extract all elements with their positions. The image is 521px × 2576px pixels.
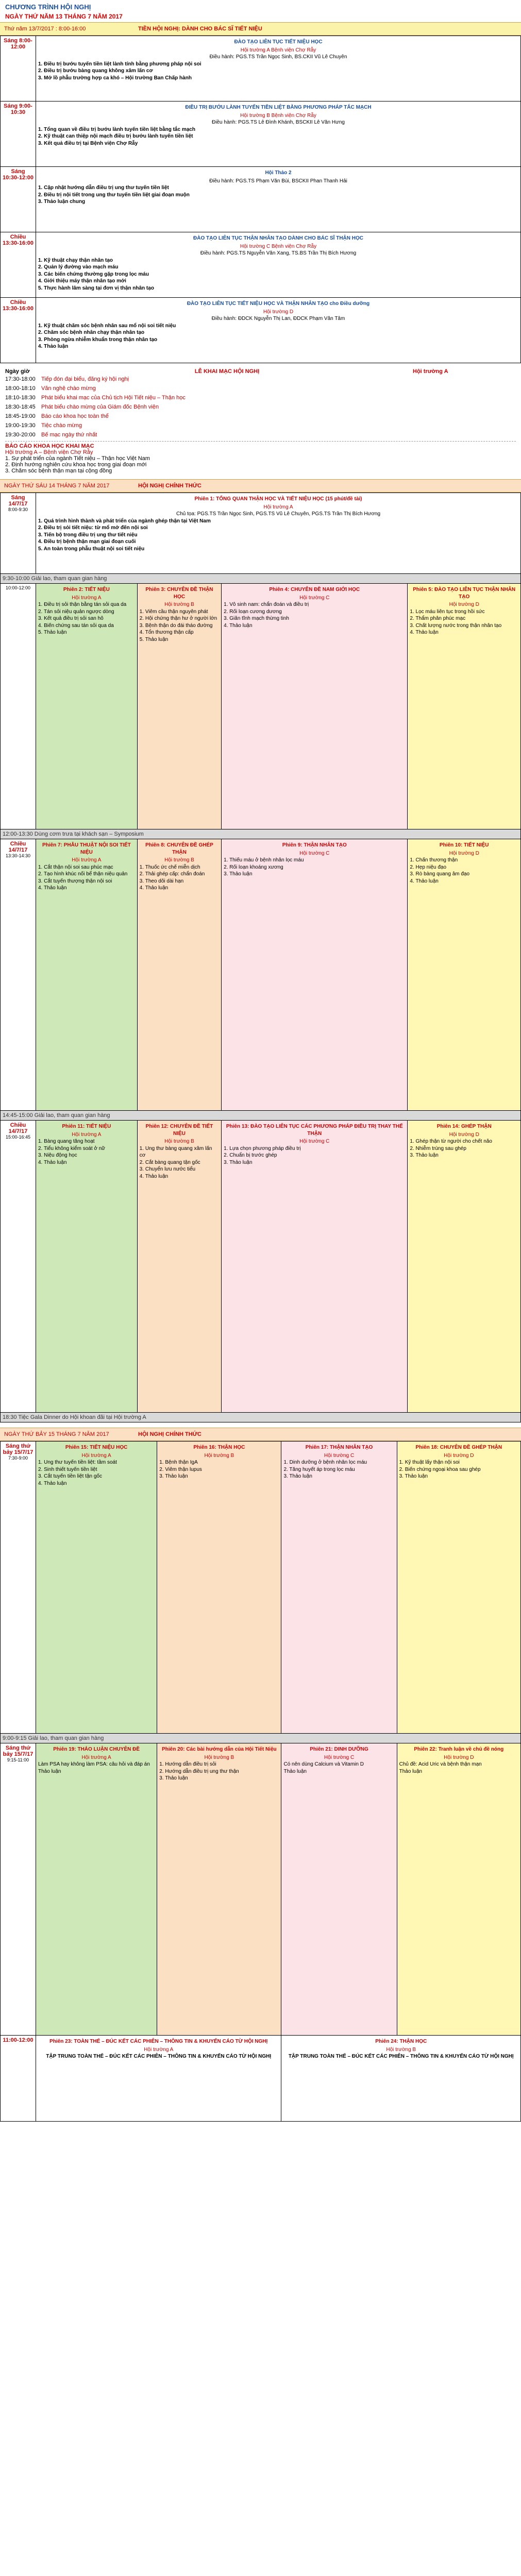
room-cell: [281, 1442, 397, 1734]
room-item: 1. Viêm cầu thận nguyên phát: [139, 608, 208, 615]
opening-row: [5, 430, 516, 439]
room-item: Chủ đề: Acid Uric và bệnh thận mạn: [399, 1761, 482, 1767]
room-item: Làm PSA hay không làm PSA: câu hỏi và đáp án: [38, 1761, 150, 1767]
day3-band-title: HỘI NGHỊ CHÍNH THỨC: [138, 1431, 201, 1437]
room-item: 3. Rò bàng quang âm đạo: [410, 871, 470, 877]
room-title: Phiên 13: ĐÀO TẠO LIÊN TỤC CÁC PHƯƠNG PHÁP ĐIỀU TRỊ THAY THẾ THẬN: [226, 1124, 403, 1137]
room-place: Hội trường A: [72, 595, 102, 601]
session-place: Hội trường A Bệnh viện Chợ Rẫy: [240, 47, 316, 53]
room-item: 4. Thảo luận: [38, 1480, 67, 1486]
session-chair: Điều hành: PGS.TS Phạm Văn Bùi, BSCKII Phan Thanh Hải: [209, 178, 347, 184]
room-item: 3. Giãn tĩnh mạch thừng tinh: [224, 616, 289, 621]
room-cell: [397, 1442, 520, 1734]
rooms-time: [1, 584, 36, 829]
opening-time: 18:30-18:45: [5, 404, 36, 410]
session-place: Hội trường B Bệnh viện Chợ Rẫy: [240, 112, 316, 118]
day2-band: [0, 479, 521, 493]
plenary-content: [36, 493, 521, 574]
plenary-item: 3. Tiến bộ trong điều trị ung thư tiết niệu: [38, 532, 138, 538]
rooms-label: Chiều 14/7/17: [8, 1122, 28, 1134]
room-item: 1. Dinh dưỡng ở bệnh nhân lọc máu: [283, 1460, 367, 1465]
opening-text: Bế mạc ngày thứ nhất: [41, 432, 97, 438]
break-row: [1, 1111, 521, 1121]
opening-text: Phát biểu chào mừng của Giám đốc Bệnh viện: [41, 404, 159, 410]
room-place: Hội trường B: [204, 1754, 234, 1760]
rooms-row: [1, 839, 521, 1111]
day1-band-date: Thứ năm 13/7/2017 : 8:00-16:00: [4, 26, 86, 32]
room-item: 3. Thảo luận: [224, 871, 253, 877]
session-title: ĐÀO TẠO LIÊN TỤC THẬN NHÂN TẠO DÀNH CHO BÁC SĨ THẬN HỌC: [193, 235, 363, 241]
final-time: 11:00-12:00: [1, 2036, 36, 2122]
room-item: 1. Vô sinh nam: chẩn đoán và điều trị: [224, 602, 309, 607]
final-title: Phiên 23: TOÀN THỂ – ĐÚC KẾT CÁC PHIÊN – THÔNG TIN & KHUYẾN CÁO TỪ HỘI NGHỊ: [49, 2039, 268, 2044]
room-item: 1. Bàng quang tăng hoạt: [38, 1139, 95, 1144]
opening-head-time: Ngày giờ: [5, 368, 30, 375]
session-item: 2. Điều trị nội tiết trong ung thư tuyến tiền liệt giai đoạn muộn: [38, 192, 190, 198]
room-item: 1. Ung thư bàng quang xâm lấn cơ: [139, 1145, 212, 1158]
session-item: 3. Mở lồ phẫu trường hợp ca khó – Hội trường Ban Chấp hành: [38, 75, 192, 81]
room-item: 4. Thảo luận: [139, 885, 169, 891]
rooms-hours: 13:30-14:30: [5, 853, 31, 858]
room-item: 3. Thảo luận: [159, 1473, 188, 1479]
room-item: 1. Ung thư tuyến tiền liệt: tầm soát: [38, 1460, 117, 1465]
opening-text: Văn nghệ chào mừng: [41, 385, 96, 392]
session-time: Chiều 13:30-16:00: [1, 298, 36, 363]
session-item: 1. Tổng quan về điều trị bướu lành tuyến tiền liệt bằng tắc mạch: [38, 126, 195, 132]
room-place: Hội trường D: [449, 850, 479, 856]
room-cell: [222, 839, 408, 1111]
session-item: 2. Chăm sóc bệnh nhân chạy thận nhân tạo: [38, 330, 145, 335]
room-item: 4. Thảo luận: [410, 630, 439, 635]
room-title: Phiên 5: ĐÀO TẠO LIÊN TỤC THẬN NHÂN TẠO: [413, 587, 516, 600]
room-title: Phiên 22: Tranh luận về chủ đề nóng: [414, 1747, 504, 1752]
room-cell: [408, 1121, 521, 1413]
room-item: Có nên dùng Calcium và Vitamin D: [283, 1761, 364, 1767]
break-text: 18:30 Tiệc Gala Dinner do Hội khoan đãi tại Hội trường A: [1, 1413, 521, 1422]
rooms-hours: 7:30-9:00: [8, 1455, 28, 1461]
room-place: Hội trường D: [444, 1452, 474, 1459]
session-chair: Điều hành: ĐDCK Nguyễn Thị Lan, ĐDCK Phạm Văn Tâm: [211, 316, 345, 321]
day3-band: [0, 1428, 521, 1441]
session-chair: Điều hành: PGS.TS Lê Đình Khánh, BSCKII Lê Văn Hưng: [212, 120, 345, 125]
session-title: Hội Thảo 2: [265, 170, 292, 176]
day1-band-title: TIỀN HỘI NGHỊ: DÀNH CHO BÁC SĨ TIẾT NIỆU: [138, 26, 262, 32]
room-item: 1. Thiếu máu ở bệnh nhân lọc máu: [224, 857, 304, 863]
rooms-row: [1, 584, 521, 829]
room-item: 1. Thuốc ức chế miễn dịch: [139, 864, 200, 870]
plenary-time: [1, 493, 36, 574]
rooms-time: [1, 1121, 36, 1413]
plenary-open-item: 2. Định hướng nghiên cứu khoa học trong giai đoạn mới: [5, 462, 147, 468]
room-item: 1. Kỹ thuật lấy thận nội soi: [399, 1460, 460, 1465]
opening-time: 17:30-18:00: [5, 376, 36, 382]
room-item: Thảo luận: [38, 1768, 61, 1774]
session-item: 5. Thực hành lâm sàng tại đơn vị thận nhân tạo: [38, 285, 154, 291]
room-cell: [408, 584, 521, 829]
room-item: 3. Chuyển lưu nước tiểu: [139, 1166, 196, 1172]
room-item: 4. Biến chứng sau tán sỏi qua da: [38, 622, 114, 629]
session-item: 1. Điều trị bướu tuyến tiền liệt lành tính bằng phương pháp nội soi: [38, 61, 201, 67]
room-item: 4. Tổn thương thận cấp: [139, 630, 194, 635]
rooms-time: [1, 1442, 36, 1734]
plenary-item: 5. An toàn trong phẫu thuật nội soi tiết niệu: [38, 546, 145, 552]
day1-session-row: [1, 232, 521, 298]
day1-session-row: [1, 101, 521, 167]
opening-time: 18:10-18:30: [5, 395, 36, 401]
room-item: 3. Theo dõi dài hạn: [139, 878, 184, 884]
session-content: [36, 298, 521, 363]
plenary-item: 1. Quá trình hình thành và phát triển của ngành ghép thận tại Việt Nam: [38, 518, 211, 524]
opening-row: [5, 421, 516, 430]
room-item: 3. Kết quả điều trị sỏi san hô: [38, 616, 104, 621]
room-title: Phiên 17: THẬN NHÂN TẠO: [305, 1445, 373, 1450]
room-place: Hội trường D: [449, 1131, 479, 1138]
plenary-item: 2. Điều trị sỏi tiết niệu: từ mổ mở đến nội soi: [38, 525, 148, 531]
room-item: 3. Thảo luận: [283, 1473, 312, 1479]
opening-text: Báo cáo khoa học toàn thể: [41, 413, 109, 419]
day2-band-date: NGÀY THỨ SÁU 14 THÁNG 7 NĂM 2017: [4, 483, 110, 489]
room-cell: [222, 1121, 408, 1413]
room-place: Hội trường C: [324, 1754, 355, 1760]
room-title: Phiên 2: TIẾT NIỆU: [63, 587, 110, 592]
room-place: Hội trường A: [81, 1754, 111, 1760]
room-cell: [137, 839, 221, 1111]
room-item: 2. Tiểu không kiểm soát ở nữ: [38, 1145, 105, 1151]
room-item: 1. Hướng dẫn điều trị sỏi: [159, 1761, 216, 1767]
session-item: 1. Kỹ thuật chạy thận nhân tạo: [38, 257, 113, 263]
day2-table: [0, 493, 521, 1422]
session-title: ĐÀO TẠO LIÊN TỤC TIẾT NIỆU HỌC VÀ THẬN NHÂN TẠO cho Điều dưỡng: [187, 301, 370, 307]
rooms-row: [1, 1121, 521, 1413]
session-item: 3. Phòng ngừa nhiễm khuẩn trong thận nhân tạo: [38, 336, 158, 343]
day1-sessions-table: [0, 36, 521, 363]
session-item: 1. Cập nhật hướng dẫn điều trị ung thư tuyến tiền liệt: [38, 185, 169, 191]
room-place: Hội trường C: [299, 850, 330, 856]
program-header: [0, 0, 521, 22]
plenary-item: 4. Điều trị bệnh thận mạn giai đoạn cuối: [38, 539, 136, 545]
room-cell: [137, 584, 221, 829]
room-title: Phiên 7: PHẪU THUẬT NỘI SOI TIẾT NIỆU: [42, 842, 131, 855]
rooms-row: [1, 1743, 521, 2036]
session-chair: Điều hành: PGS.TS Nguyễn Văn Xang, TS.BS Trần Thị Bích Hương: [200, 250, 357, 256]
room-item: 1. Bệnh thận IgA: [159, 1460, 198, 1465]
session-item: 2. Kỹ thuật can thiệp nội mạch điều trị bướu lành tuyến tiền liệt: [38, 133, 193, 139]
room-cell: [36, 1442, 157, 1734]
room-item: 3. Thảo luận: [159, 1775, 188, 1781]
opening-row: [5, 402, 516, 412]
room-cell: [36, 584, 138, 829]
room-item: 4. Thảo luận: [139, 1173, 169, 1179]
opening-text: Phát biểu khai mạc của Chủ tịch Hội Tiết niệu – Thận học: [41, 395, 186, 401]
room-item: 1. Lọc máu liên tục trong hồi sức: [410, 608, 485, 615]
room-item: Thảo luận: [399, 1768, 423, 1774]
opening-time: 19:00-19:30: [5, 422, 36, 429]
rooms-time: [1, 1743, 36, 2036]
room-place: Hội trường A: [72, 857, 102, 863]
rooms-label: Chiều 14/7/17: [8, 841, 28, 853]
room-item: 4. Thảo luận: [38, 1159, 67, 1165]
rooms-hours: 9:15-11:00: [7, 1757, 29, 1762]
room-title: Phiên 20: Các bài hướng dẫn của Hội Tiết Niệu: [162, 1747, 277, 1752]
opening-row: [5, 375, 516, 384]
session-place: Hội trường D: [263, 309, 294, 315]
break-text: 12:00-13:30 Dùng cơm trưa tại khách sạn – Symposium: [1, 829, 521, 839]
break-text: 9:00-9:15 Giải lao, tham quan gian hàng: [1, 1734, 521, 1743]
room-item: 2. Viêm thận lupus: [159, 1466, 202, 1472]
rooms-label: Sáng thứ bảy 15/7/17: [3, 1443, 33, 1455]
rooms-hours: 10:00-12:00: [5, 585, 31, 590]
room-item: 5. Thảo luận: [139, 636, 169, 642]
room-item: 1. Cắt thận nội soi sau phúc mạc: [38, 864, 113, 870]
room-place: Hội trường D: [449, 602, 479, 607]
room-item: 2. Rối loạn cương dương: [224, 608, 282, 615]
session-item: 2. Điều trị bướu bàng quang không xâm lấn cơ: [38, 68, 153, 74]
opening-head-place: Hội trường A: [413, 368, 448, 375]
room-item: 4. Thảo luận: [38, 885, 67, 891]
plenary-row: [1, 493, 521, 574]
plenary-chair: Chủ tọa: PGS.TS Trần Ngọc Sinh, PGS.TS Vũ Lê Chuyên, PGS.TS Trần Thị Bích Hương: [176, 511, 381, 517]
session-item: 3. Thảo luận chung: [38, 199, 86, 205]
room-item: 2. Chuẩn bị trước ghép: [224, 1153, 277, 1158]
opening-text: Tiệc chào mừng: [41, 422, 82, 429]
opening-text: Tiếp đón đại biểu, đăng ký hội nghị: [41, 376, 129, 382]
room-item: 2. Biến chứng ngoại khoa sau ghép: [399, 1466, 481, 1472]
break-row: [1, 574, 521, 584]
room-cell: [281, 1743, 397, 2036]
room-item: 1. Điều trị sỏi thận bằng tán sỏi qua da: [38, 602, 127, 607]
session-time: Sáng 9:00-10:30: [1, 101, 36, 167]
room-cell: [397, 1743, 520, 2036]
final-cell: [281, 2036, 521, 2122]
break-row: [1, 829, 521, 839]
session-item: 1. Kỹ thuật chăm sóc bệnh nhân sau mổ nội soi tiết niệu: [38, 323, 176, 329]
break-row: [1, 1413, 521, 1422]
room-item: 2. Thải ghép cấp: chẩn đoán: [139, 871, 205, 877]
plenary-open-item: 1. Sự phát triển của ngành Tiết niệu – Thận học Việt Nam: [5, 455, 150, 462]
room-item: Thảo luận: [283, 1768, 307, 1774]
room-item: 2. Thẩm phân phúc mạc: [410, 616, 466, 621]
room-item: 2. Hẹp niệu đạo: [410, 864, 447, 870]
session-content: [36, 167, 521, 232]
rooms-row: [1, 1442, 521, 1734]
room-item: 2. Rối loạn khoáng xương: [224, 864, 283, 870]
room-item: 4. Thảo luận: [224, 622, 253, 629]
session-item: 3. Các biến chứng thường gặp trong lọc máu: [38, 271, 149, 277]
room-item: 3. Thảo luận: [410, 1153, 439, 1158]
room-title: Phiên 19: THẢO LUẬN CHUYÊN ĐỀ: [53, 1747, 140, 1752]
rooms-time: [1, 839, 36, 1111]
session-time: Chiều 13:30-16:00: [1, 232, 36, 298]
room-item: 2. Tạo hình khúc nối bể thận niệu quản: [38, 871, 128, 877]
room-item: 3. Bệnh thận do đái tháo đường: [139, 622, 213, 629]
plenary-title: Phiên 1: TỔNG QUAN THẬN HỌC VÀ TIẾT NIỆU HỌC (15 phút/đề tài): [194, 496, 362, 502]
opening-time: 19:30-20:00: [5, 432, 36, 438]
room-title: Phiên 12: CHUYÊN ĐỀ TIẾT NIỆU: [145, 1124, 213, 1137]
room-item: 3. Niệu động học: [38, 1153, 77, 1158]
room-item: 2. Nhiễm trùng sau ghép: [410, 1145, 466, 1151]
day1-session-row: [1, 36, 521, 101]
room-title: Phiên 9: THẬN NHÂN TẠO: [282, 842, 347, 848]
session-title: ĐIỀU TRỊ BƯỚU LÀNH TUYẾN TIỀN LIỆT BẰNG PHƯƠNG PHÁP TẮC MẠCH: [185, 105, 372, 110]
room-item: 3. Chất lượng nước trong thận nhân tạo: [410, 622, 502, 629]
room-item: 4. Thảo luận: [410, 878, 439, 884]
room-place: Hội trường A: [72, 1131, 102, 1138]
final-place: Hội trường B: [386, 2046, 416, 2053]
plenary-label: Sáng 14/7/17: [8, 495, 28, 507]
final-cell: [36, 2036, 281, 2122]
break-text: 14:45-15:00 Giải lao, tham quan gian hàng: [1, 1111, 521, 1121]
break-text: 9:30-10:00 Giải lao, tham quan gian hàng: [1, 574, 521, 584]
room-item: 2. Tán sỏi niệu quản ngược dòng: [38, 608, 114, 615]
room-item: 3. Cắt tuyến tiền liệt tận gốc: [38, 1473, 102, 1479]
room-item: 2. Hướng dẫn điều trị ung thư thận: [159, 1768, 239, 1774]
session-chair: Điều hành: PGS.TS Trần Ngọc Sinh, BS.CKII Vũ Lê Chuyên: [209, 54, 347, 60]
room-item: 1. Lựa chọn phương pháp điều trị: [224, 1145, 301, 1151]
session-time: Sáng 8:00-12:00: [1, 36, 36, 101]
final-place: Hội trường A: [144, 2046, 174, 2053]
room-title: Phiên 15: TIẾT NIỆU HỌC: [65, 1445, 128, 1450]
session-content: [36, 232, 521, 298]
room-place: Hội trường A: [81, 1452, 111, 1459]
session-item: 4. Giới thiệu máy thận nhân tạo mới: [38, 278, 126, 284]
final-text: TẬP TRUNG TOÀN THỂ – ĐÚC KẾT CÁC PHIÊN – THÔNG TIN & KHUYẾN CÁO TỪ HỘI NGHỊ: [288, 2054, 514, 2059]
plenary-open-item: 3. Chăm sóc bệnh thận mạn tại cộng đồng: [5, 468, 112, 474]
room-place: Hội trường B: [164, 857, 194, 863]
session-content: [36, 101, 521, 167]
room-cell: [36, 1743, 157, 2036]
room-item: 3. Thảo luận: [399, 1473, 428, 1479]
final-row: [1, 2036, 521, 2122]
room-cell: [157, 1442, 281, 1734]
opening-row: [5, 384, 516, 393]
room-cell: [157, 1743, 281, 2036]
room-title: Phiên 4: CHUYÊN ĐỀ NAM GIỚI HỌC: [269, 587, 360, 592]
room-item: 3. Cắt tuyến thượng thận nội soi: [38, 878, 112, 884]
room-place: Hội trường B: [164, 1139, 194, 1144]
room-title: Phiên 18: CHUYÊN ĐỀ GHÉP THẬN: [415, 1445, 502, 1450]
room-place: Hội trường C: [299, 595, 330, 601]
room-item: 1. Ghép thận từ người cho chết não: [410, 1139, 492, 1144]
session-content: [36, 36, 521, 101]
room-place: Hội trường C: [299, 1139, 330, 1144]
day2-band-title: HỘI NGHỊ CHÍNH THỨC: [138, 483, 201, 489]
plenary-hours: 8:00-9:30: [8, 507, 28, 512]
day1-session-row: [1, 167, 521, 232]
day1-band: [0, 22, 521, 36]
plenary-place: Hội trường A: [263, 504, 293, 510]
plenary-open-place: Hội trường A – Bệnh viện Chợ Rẫy: [5, 449, 93, 455]
session-title: ĐÀO TẠO LIÊN TỤC TIẾT NIỆU HỌC: [234, 39, 323, 45]
break-row: [1, 1734, 521, 1743]
session-item: 4. Thảo luận: [38, 344, 69, 349]
opening-row: [5, 412, 516, 421]
room-item: 2. Tăng huyết áp trong lọc máu: [283, 1466, 355, 1472]
room-title: Phiên 16: THẬN HỌC: [193, 1445, 245, 1450]
room-item: 2. Sinh thiết tuyến tiền liệt: [38, 1466, 97, 1472]
room-cell: [137, 1121, 221, 1413]
session-item: 2. Quản lý đường vào mạch máu: [38, 264, 119, 270]
rooms-hours: 15:00-16:45: [5, 1134, 31, 1140]
day1-label: NGÀY THỨ NĂM 13 THÁNG 7 NĂM 2017: [5, 13, 123, 20]
day3-table: [0, 1441, 521, 2122]
room-item: 2. Hội chứng thận hư ở người lớn: [139, 616, 217, 621]
opening-section: [0, 368, 521, 474]
room-cell: [222, 584, 408, 829]
room-item: 3. Thảo luận: [224, 1159, 253, 1165]
day3-band-date: NGÀY THỨ BẢY 15 THÁNG 7 NĂM 2017: [4, 1431, 109, 1437]
room-title: Phiên 10: TIẾT NIỆU: [439, 842, 489, 848]
room-place: Hội trường B: [204, 1452, 234, 1459]
room-title: Phiên 8: CHUYÊN ĐỀ GHÉP THẬN: [145, 842, 213, 855]
rooms-label: Sáng thứ bảy 15/7/17: [3, 1745, 33, 1757]
opening-row: [5, 393, 516, 402]
final-title: Phiên 24: THẬN HỌC: [375, 2039, 427, 2044]
session-item: 3. Kết quả điều trị tại Bệnh viện Chợ Rẫy: [38, 140, 138, 146]
room-cell: [36, 1121, 138, 1413]
room-title: Phiên 14: GHÉP THẬN: [436, 1124, 492, 1129]
session-place: Hội trường C Bệnh viện Chợ Rẫy: [240, 243, 317, 249]
final-text: TẬP TRUNG TOÀN THỂ – ĐÚC KẾT CÁC PHIÊN – THÔNG TIN & KHUYẾN CÁO TỪ HỘI NGHỊ: [46, 2054, 272, 2059]
room-cell: [36, 839, 138, 1111]
room-item: 1. Chấn thương thận: [410, 857, 458, 863]
opening-head-title: LỄ KHAI MẠC HỘI NGHỊ: [194, 368, 260, 375]
room-item: 5. Thảo luận: [38, 630, 67, 635]
room-title: Phiên 11: TIẾT NIỆU: [62, 1124, 111, 1129]
opening-time: 18:00-18:10: [5, 385, 36, 392]
room-place: Hội trường B: [164, 602, 194, 607]
plenary-open-title: BÁO CÁO KHOA HỌC KHAI MẠC: [5, 443, 94, 449]
room-cell: [408, 839, 521, 1111]
room-place: Hội trường D: [444, 1754, 474, 1760]
room-title: Phiên 21: DINH DƯỠNG: [310, 1747, 368, 1752]
opening-time: 18:45-19:00: [5, 413, 36, 419]
room-item: 2. Cắt bàng quang tận gốc: [139, 1159, 200, 1165]
room-title: Phiên 3: CHUYÊN ĐỀ THẬN HỌC: [145, 587, 213, 600]
program-title: CHƯƠNG TRÌNH HỘI NGHỊ: [5, 3, 91, 11]
day1-session-row: [1, 298, 521, 363]
session-time: Sáng 10:30-12:00: [1, 167, 36, 232]
room-place: Hội trường C: [324, 1452, 355, 1459]
